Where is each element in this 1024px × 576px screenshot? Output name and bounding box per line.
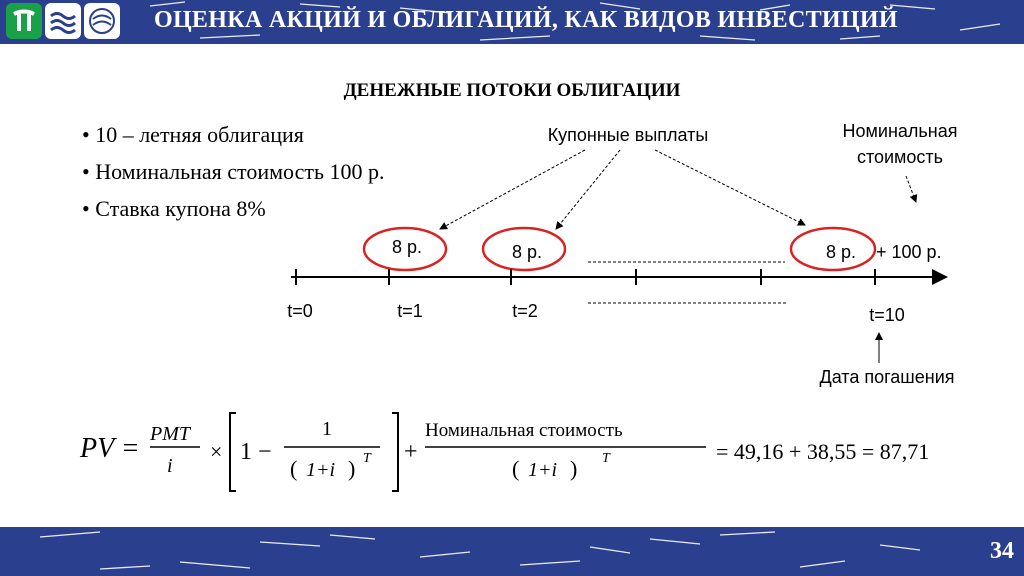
footer-wave-pattern xyxy=(0,527,1024,576)
coupon-arrow-2 xyxy=(556,150,620,229)
face-value-payment: + 100 р. xyxy=(876,242,942,262)
formula-face-value: Номинальная стоимость xyxy=(425,420,623,441)
svg-text:): ) xyxy=(570,456,578,481)
formula-lhs: PV = xyxy=(80,433,140,464)
bullet-item: • Номинальная стоимость 100 р. xyxy=(82,157,385,194)
coupon-payments-label: Купонные выплаты xyxy=(547,125,709,145)
page-number: 34 xyxy=(990,538,1014,564)
tick-label-t0: t=0 xyxy=(287,301,313,321)
svg-text:(: ( xyxy=(512,456,520,481)
formula-exponent: T xyxy=(363,451,371,466)
formula-exponent-2: T xyxy=(602,451,610,466)
tick-label-t10: t=10 xyxy=(869,305,905,325)
face-value-arrow xyxy=(906,176,916,202)
svg-text:): ) xyxy=(348,456,356,481)
formula-pmt: PMT xyxy=(150,423,190,445)
tick-label-t1: t=1 xyxy=(397,301,423,321)
payment-value-3: 8 р. xyxy=(825,242,857,262)
payment-value-2: 8 р. xyxy=(511,242,543,262)
svg-text:×: × xyxy=(210,439,223,464)
coupon-arrows xyxy=(440,150,916,229)
section-heading: ДЕНЕЖНЫЕ ПОТОКИ ОБЛИГАЦИИ xyxy=(343,80,681,101)
face-value-label-line2: стоимость xyxy=(856,147,944,167)
formula-one-plus-i-2: 1+i xyxy=(528,459,558,481)
formula-one-plus-i: 1+i xyxy=(306,459,336,481)
svg-text:+: + xyxy=(404,439,418,465)
payment-value-1: 8 р. xyxy=(391,237,423,257)
timeline-gap-lines xyxy=(588,262,788,303)
formula-one: 1 xyxy=(240,439,252,465)
pv-formula xyxy=(79,413,929,491)
face-value-label-line1: Номинальная xyxy=(842,121,958,141)
formula-numerator-one: 1 xyxy=(322,418,332,440)
tick-label-t2: t=2 xyxy=(512,301,538,321)
payment-circles xyxy=(364,228,875,270)
maturity-date-label: Дата погашения xyxy=(819,367,955,387)
bullet-item: • Ставка купона 8% xyxy=(82,194,385,231)
coupon-arrow-3 xyxy=(655,150,805,225)
slide-title: ОЦЕНКА АКЦИЙ И ОБЛИГАЦИЙ, КАК ВИДОВ ИНВЕСТИЦИЙ xyxy=(154,7,898,33)
formula-rate: i xyxy=(167,455,173,477)
formula-result: = 49,16 + 38,55 = 87,71 xyxy=(716,439,930,464)
coupon-arrow-1 xyxy=(440,150,585,229)
svg-text:(: ( xyxy=(290,456,298,481)
bullet-item: • 10 – летняя облигация xyxy=(82,120,385,157)
footer-banner xyxy=(0,527,1024,576)
svg-text:−: − xyxy=(258,439,272,465)
